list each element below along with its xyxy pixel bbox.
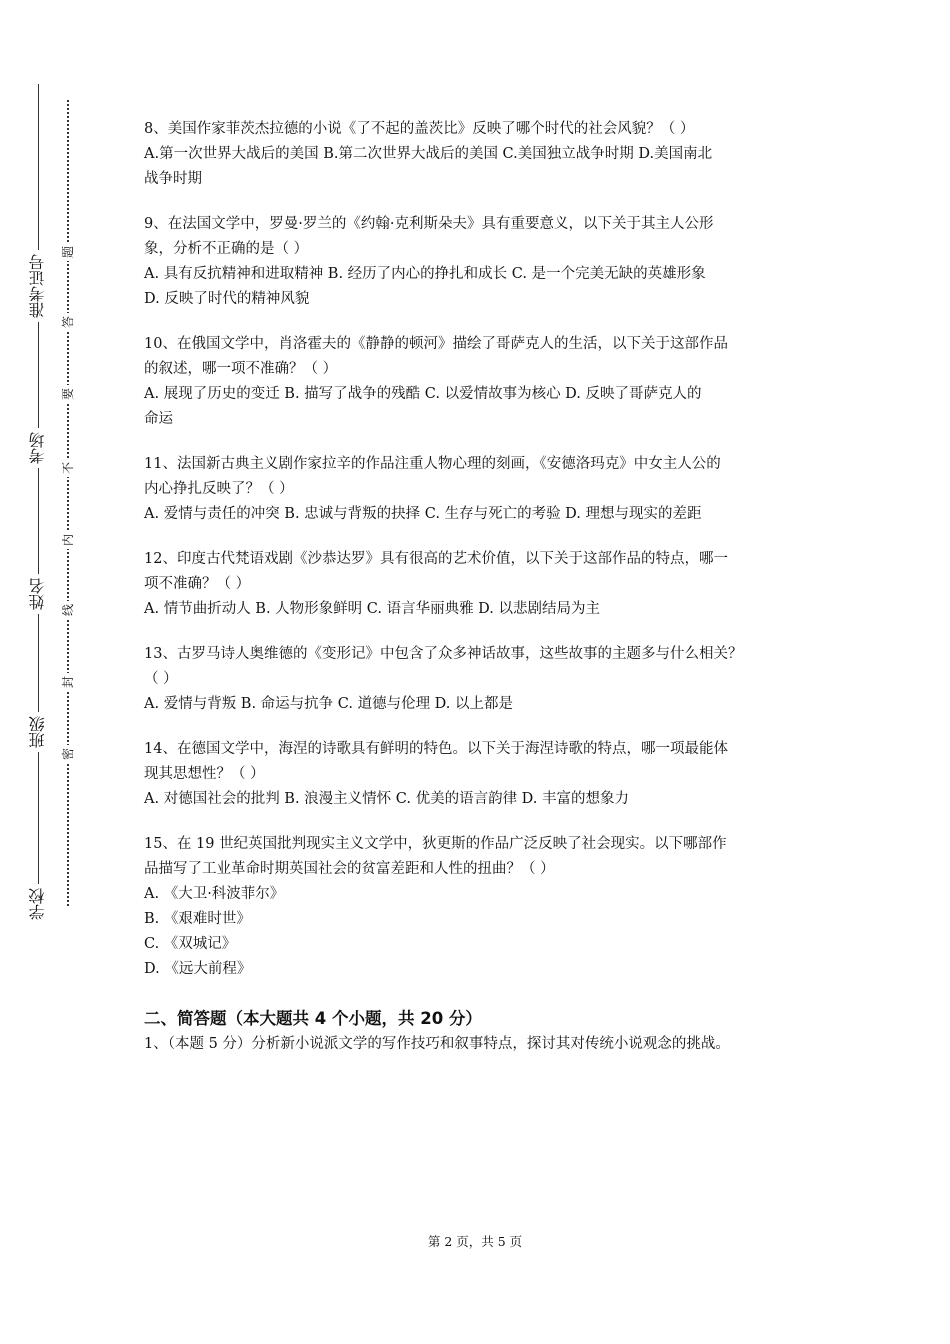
seal-char: 不: [60, 459, 76, 477]
question-stem: 13、古罗马诗人奥维德的《变形记》中包含了众多神话故事，这些故事的主题多与什么相关？: [144, 646, 743, 662]
seal-char: 答: [60, 313, 76, 331]
question-10: [144, 332, 814, 432]
question-stem: （ ）: [144, 671, 178, 687]
seal-char: 内: [60, 531, 76, 549]
question-options: A. 具有反抗精神和进取精神 B. 经历了内心的挣扎和成长 C. 是一个完美无缺的英雄形象: [144, 266, 706, 282]
question-stem: 的叙述，哪一项不准确？（ ）: [144, 361, 338, 377]
question-options: 命运: [144, 411, 173, 427]
section-title: 二、简答题（本大题共 4 个小题，共 20 分）: [144, 1009, 482, 1028]
question-stem: 现其思想性？（ ）: [144, 766, 265, 782]
class-label: 班级: [22, 712, 54, 752]
question-stem: 15、在 19 世纪英国批判现实主义文学中，狄更斯的作品广泛反映了社会现实。以下哪部作: [144, 836, 727, 852]
question-stem: 12、印度古代梵语戏剧《沙恭达罗》具有很高的艺术价值，以下关于这部作品的特点，哪一: [144, 551, 728, 567]
exam-id-label: 准考证号: [22, 250, 54, 322]
question-options: A. 爱情与背叛 B. 命运与抗争 C. 道德与伦理 D. 以上都是: [144, 696, 514, 712]
question-option-c: C. 《双城记》: [144, 936, 237, 952]
question-stem: 品描写了工业革命时期英国社会的贫富差距和人性的扭曲？（ ）: [144, 861, 555, 877]
question-options: A. 展现了历史的变迁 B. 描写了战争的残酷 C. 以爱情故事为核心 D. 反映了哥萨克人的: [144, 386, 702, 402]
question-options: 战争时期: [144, 171, 202, 187]
question-option-b: B. 《艰难时世》: [144, 911, 251, 927]
question-stem: 项不准确？（ ）: [144, 576, 251, 592]
question-14: [144, 737, 814, 812]
short-answer-question-1: 1、（本题 5 分）分析新小说派文学的写作技巧和叙事特点，探讨其对传统小说观念的挑战。: [144, 1036, 730, 1052]
question-options: A. 情节曲折动人 B. 人物形象鲜明 C. 语言华丽典雅 D. 以悲剧结局为主: [144, 601, 601, 617]
question-stem: 14、在德国文学中，海涅的诗歌具有鲜明的特色。以下关于海涅诗歌的特点，哪一项最能体: [144, 741, 728, 757]
seal-char: 要: [60, 385, 76, 403]
question-options: D. 反映了时代的精神风貌: [144, 291, 310, 307]
question-stem: 8、美国作家菲茨杰拉德的小说《了不起的盖茨比》反映了哪个时代的社会风貌？（ ）: [144, 121, 695, 137]
question-stem: 9、在法国文学中，罗曼·罗兰的《约翰·克利斯朵夫》具有重要意义，以下关于其主人公形: [144, 216, 714, 232]
question-option-a: A. 《大卫·科波菲尔》: [144, 886, 285, 902]
question-9: [144, 212, 814, 312]
seal-char: 线: [60, 601, 76, 619]
question-stem: 10、在俄国文学中，肖洛霍夫的《静静的顿河》描绘了哥萨克人的生活，以下关于这部作品: [144, 336, 728, 352]
exam-room-label: 考场: [22, 428, 54, 468]
page-footer: 第 2 页，共 5 页: [427, 1234, 523, 1249]
seal-char: 题: [60, 243, 76, 261]
question-option-d: D. 《远大前程》: [144, 961, 252, 977]
question-stem: 内心挣扎反映了？（ ）: [144, 481, 294, 497]
binding-solid-line: [38, 84, 39, 924]
binding-margin: [0, 0, 110, 1344]
exam-content: [144, 117, 814, 1057]
question-stem: 象，分析不正确的是（ ）: [144, 241, 309, 257]
seal-char: 密: [60, 745, 76, 763]
question-8: [144, 117, 814, 192]
question-12: [144, 547, 814, 622]
question-options: A. 爱情与责任的冲突 B. 忠诚与背叛的抉择 C. 生存与死亡的考验 D. 理想与现实的差距: [144, 506, 702, 522]
name-label: 姓名: [22, 574, 54, 614]
question-options: A. 对德国社会的批判 B. 浪漫主义情怀 C. 优美的语言韵律 D. 丰富的想象力: [144, 791, 630, 807]
question-options: A.第一次世界大战后的美国 B.第二次世界大战后的美国 C.美国独立战争时期 D.美国南北: [144, 146, 713, 162]
question-11: [144, 452, 814, 527]
question-15: [144, 832, 814, 982]
school-label: 学校: [22, 884, 54, 924]
seal-char: 封: [60, 673, 76, 691]
question-stem: 11、法国新古典主义剧作家拉辛的作品注重人物心理的刻画，《安德洛玛克》中女主人公的: [144, 456, 721, 472]
seal-dotted-line: [67, 100, 69, 906]
question-13: [144, 642, 814, 717]
